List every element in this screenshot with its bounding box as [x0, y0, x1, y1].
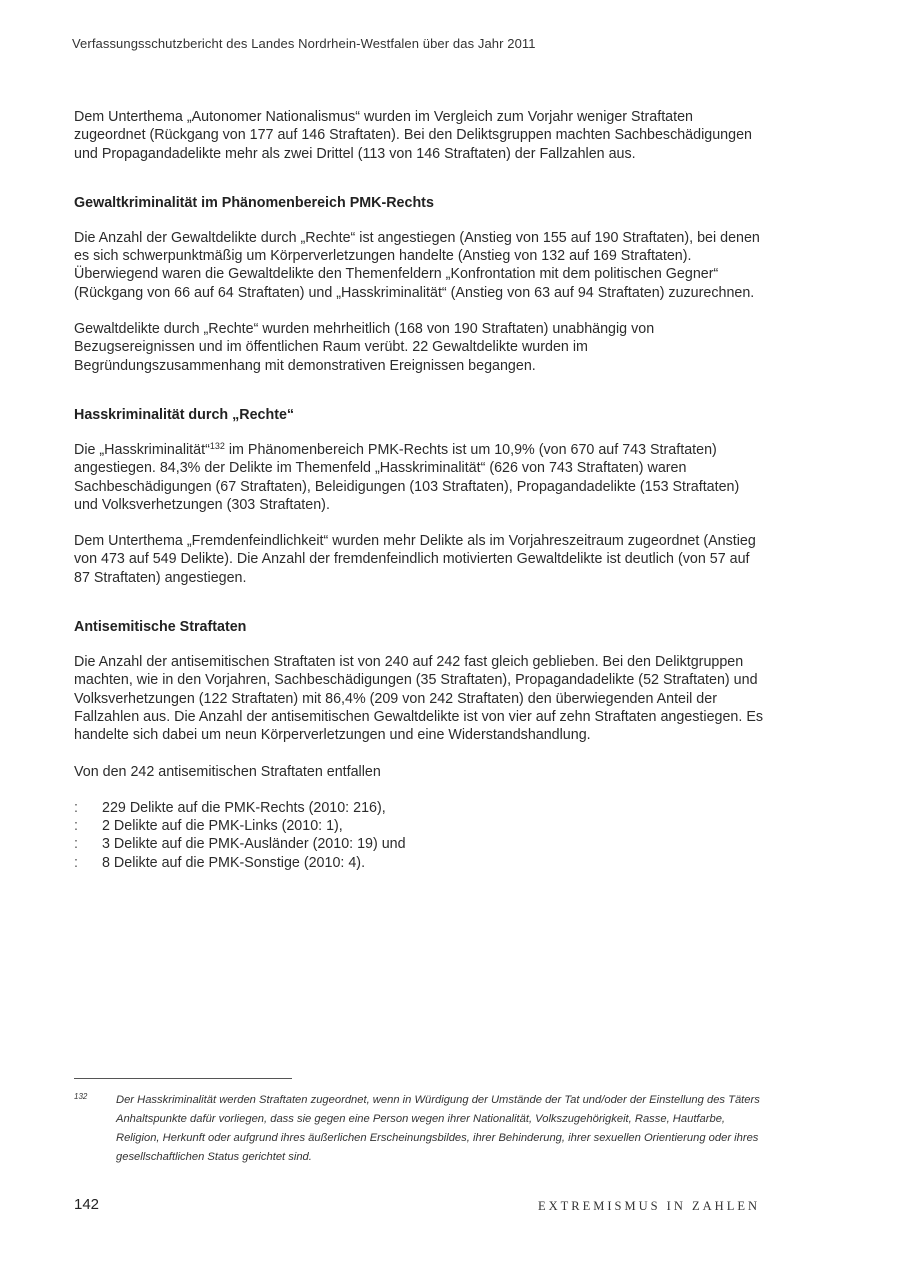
offense-distribution-list	[74, 799, 764, 872]
list-item-text: 3 Delikte auf die PMK-Ausländer (2010: 19) und	[102, 836, 406, 853]
list-item-text: 2 Delikte auf die PMK-Links (2010: 1),	[102, 818, 343, 835]
list-item	[74, 835, 764, 853]
violence-paragraph-1: Die Anzahl der Gewaltdelikte durch „Rechte“ ist angestiegen (Anstieg von 155 auf 190 Straftaten), bei denen es sich schwerpunktmäßig um Körperverletzungen handelte (Anstieg von 132 auf 169 Straftaten). Überwiegend waren die Gewaltdelikte den Themenfeldern „Konfrontation mit dem politischen Gegner“ (Rückgang von 66 auf 64 Straftaten) und „Hasskriminalität“ (Anstieg von 63 auf 94 Straftaten) zuzurechnen.	[74, 229, 760, 301]
running-header: Verfassungsschutzbericht des Landes Nordrhein-Westfalen über das Jahr 2011	[72, 36, 536, 51]
list-item	[74, 854, 764, 872]
list-item	[74, 799, 764, 817]
footnote-reference[interactable]: 132	[209, 440, 225, 451]
hate-paragraph-1-rest: im Phänomenbereich PMK-Rechts ist um 10,9% (von 670 auf 743 Straftaten) angestiegen. 84,3% der Delikte im Themenfeld „Hasskriminalität“ (626 von 743 Straftaten) waren Sachbeschädigungen (67 Straftaten), Beleidigungen (103 Straftaten), Propagandadelikte (153 Straftaten) und Volksverhetzungen (303 Straftaten).	[74, 441, 740, 513]
list-item-text: 229 Delikte auf die PMK-Rechts (2010: 216),	[102, 799, 386, 816]
page-body	[74, 108, 764, 872]
list-intro: Von den 242 antisemitischen Straftaten entfallen	[74, 763, 381, 780]
footer-section-title: EXTREMISMUS IN ZAHLEN	[537, 1199, 760, 1213]
bullet-marker: :	[74, 836, 78, 853]
heading-hate-crime: Hasskriminalität durch „Rechte“	[74, 406, 295, 423]
hate-paragraph-1-start: Die „Hasskriminalität“	[74, 441, 210, 458]
bullet-marker: :	[74, 818, 78, 835]
list-item	[74, 817, 764, 835]
list-item-text: 8 Delikte auf die PMK-Sonstige (2010: 4).	[102, 854, 366, 871]
heading-violence: Gewaltkriminalität im Phänomenbereich PMK-Rechts	[74, 194, 434, 211]
footnote	[74, 1091, 764, 1167]
bullet-marker: :	[74, 854, 78, 871]
footnote-text: Der Hasskriminalität werden Straftaten zugeordnet, wenn in Würdigung der Umstände der Tat und/oder der Einstellung des Täters Anhaltspunkte dafür vorliegen, dass sie gegen eine Person wegen ihrer Nationalität, Volkszugehörigkeit, Rasse, Hautfarbe, Religion, Herkunft oder aufgrund ihres äußerlichen Erscheinungsbildes, ihrer Behinderung, ihrer sexuellen Orientierung oder ihres gesellschaftlichen Status gerichtet sind.	[116, 1094, 760, 1163]
footnote-number: 132	[74, 1092, 88, 1101]
antisemitic-paragraph-1: Die Anzahl der antisemitischen Straftaten ist von 240 auf 242 fast gleich geblieben. Bei den Deliktgruppen machten, wie in den Vorjahren, Sachbeschädigungen (35 Straftaten), Propagandadelikte (52 Straftaten) und Volksverhetzungen (122 Straftaten) mit 86,4% (209 von 242 Straftaten) den überwiegenden Anteil der Fallzahlen aus. Die Anzahl der antisemitischen Gewaltdelikte ist von vier auf zehn Straftaten angestiegen. Es handelte sich dabei um neun Körperverletzungen und eine Widerstandshandlung.	[74, 654, 764, 744]
hate-paragraph-2: Dem Unterthema „Fremdenfeindlichkeit“ wurden mehr Delikte als im Vorjahreszeitraum zugeordnet (Anstieg von 473 auf 549 Delikte). Die Anzahl der fremdenfeindlich motivierten Gewaltdelikte ist deutlich (von 57 auf 87 Straftaten) angestiegen.	[74, 533, 756, 586]
intro-paragraph: Dem Unterthema „Autonomer Nationalismus“ wurden im Vergleich zum Vorjahr weniger Straftaten zugeordnet (Rückgang von 177 auf 146 Straftaten). Bei den Deliktsgruppen machten Sachbeschädigungen und Propagandadelikte mehr als zwei Drittel (113 von 146 Straftaten) der Fallzahlen aus.	[74, 109, 752, 162]
bullet-marker: :	[74, 799, 78, 816]
heading-antisemitic: Antisemitische Straftaten	[74, 619, 247, 636]
page-number: 142	[74, 1196, 100, 1213]
violence-paragraph-2: Gewaltdelikte durch „Rechte“ wurden mehrheitlich (168 von 190 Straftaten) unabhängig von Bezugsereignissen und im öffentlichen Raum verübt. 22 Gewaltdelikte wurden im Begründungszusammenhang mit demonstrativen Ereignissen begangen.	[74, 321, 655, 374]
hate-paragraph-1	[74, 441, 764, 514]
footnote-divider	[74, 1078, 292, 1079]
